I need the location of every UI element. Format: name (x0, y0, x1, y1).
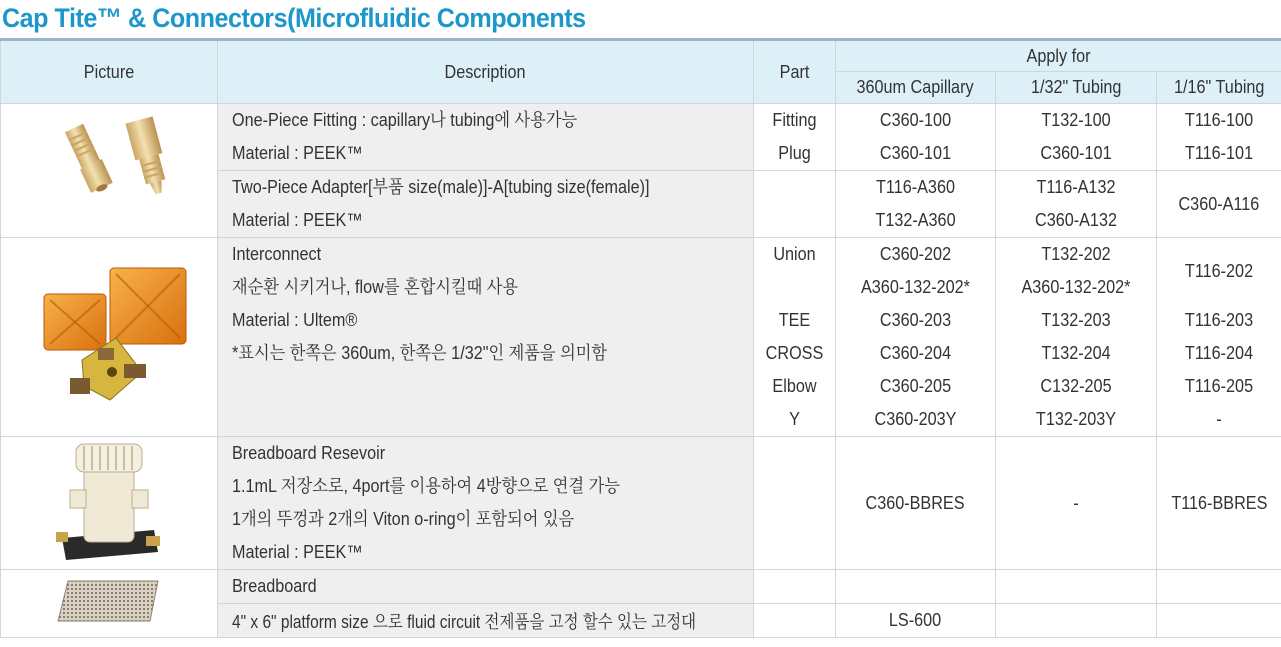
breadboard-picture (1, 570, 218, 638)
ultem-interconnect-image (24, 260, 194, 410)
reservoir-360: C360-BBRES (836, 437, 996, 570)
interconnect-116: T116-202 T116-203 T116-204 T116-205 - (1157, 238, 1281, 437)
interconnect-parts: Union TEE CROSS Elbow Y (754, 238, 836, 437)
reservoir-132: - (996, 437, 1157, 570)
breadboard-116-1 (1157, 570, 1281, 604)
header-picture: Picture (1, 40, 218, 104)
adapter-132: T116-A132 C360-A132 (996, 171, 1157, 238)
adapter-360: T116-A360 T132-A360 (836, 171, 996, 238)
breadboard-reservoir-image (54, 438, 164, 564)
breadboard-116-2 (1157, 604, 1281, 638)
interconnect-360: C360-202 A360-132-202* C360-203 C360-204 C360-205 C360-203Y (836, 238, 996, 437)
header-360-capillary: 360um Capillary (836, 72, 996, 104)
breadboard-360: LS-600 (836, 604, 996, 638)
fitting-parts: Fitting Plug (754, 104, 836, 171)
reservoir-116: T116-BBRES (1157, 437, 1281, 570)
reservoir-part (754, 437, 836, 570)
header-116-tubing: 1/16" Tubing (1157, 72, 1281, 104)
header-description: Description (218, 40, 754, 104)
breadboard-image (54, 575, 164, 627)
breadboard-part-1 (754, 570, 836, 604)
peek-fitting-image (34, 108, 184, 228)
fitting-132: T132-100 C360-101 (996, 104, 1157, 171)
adapter-116: C360-A116 (1157, 171, 1281, 238)
interconnect-description: Interconnect 재순환 시키거나, flow를 혼합시킬때 사용 Material : Ultem® *표시는 한쪽은 360um, 한쪽은 1/32"인 제품을 의미함 (218, 238, 754, 437)
header-part: Part (754, 40, 836, 104)
interconnect-132: T132-202 A360-132-202* T132-203 T132-204 C132-205 T132-203Y (996, 238, 1157, 437)
adapter-part (754, 171, 836, 238)
breadboard-132-1 (996, 570, 1157, 604)
fitting-116: T116-100 T116-101 (1157, 104, 1281, 171)
breadboard-part-2 (754, 604, 836, 638)
breadboard-title: Breadboard (218, 570, 754, 604)
adapter-description: Two-Piece Adapter[부품 size(male)]-A[tubing size(female)] Material : PEEK™ (218, 171, 754, 238)
reservoir-picture (1, 437, 218, 570)
fitting-description: One-Piece Fitting : capillary나 tubing에 사용가능 Material : PEEK™ (218, 104, 754, 171)
fitting-picture (1, 104, 218, 238)
breadboard-360-1 (836, 570, 996, 604)
header-apply-for: Apply for (836, 40, 1281, 72)
interconnect-picture (1, 238, 218, 437)
header-132-tubing: 1/32" Tubing (996, 72, 1157, 104)
breadboard-description: 4" x 6" platform size 으로 fluid circuit 전제품을 고정 할수 있는 고정대 (218, 604, 754, 638)
reservoir-description: Breadboard Resevoir 1.1mL 저장소로, 4port를 이용하여 4방향으로 연결 가능 1개의 뚜껑과 2개의 Viton o-ring이 포함되어 있음 Material : PEEK™ (218, 437, 754, 570)
page-title: Cap Tite™ & Connectors(Microfluidic Components (2, 3, 586, 33)
product-table (0, 38, 1281, 638)
breadboard-132-2 (996, 604, 1157, 638)
fitting-360: C360-100 C360-101 (836, 104, 996, 171)
